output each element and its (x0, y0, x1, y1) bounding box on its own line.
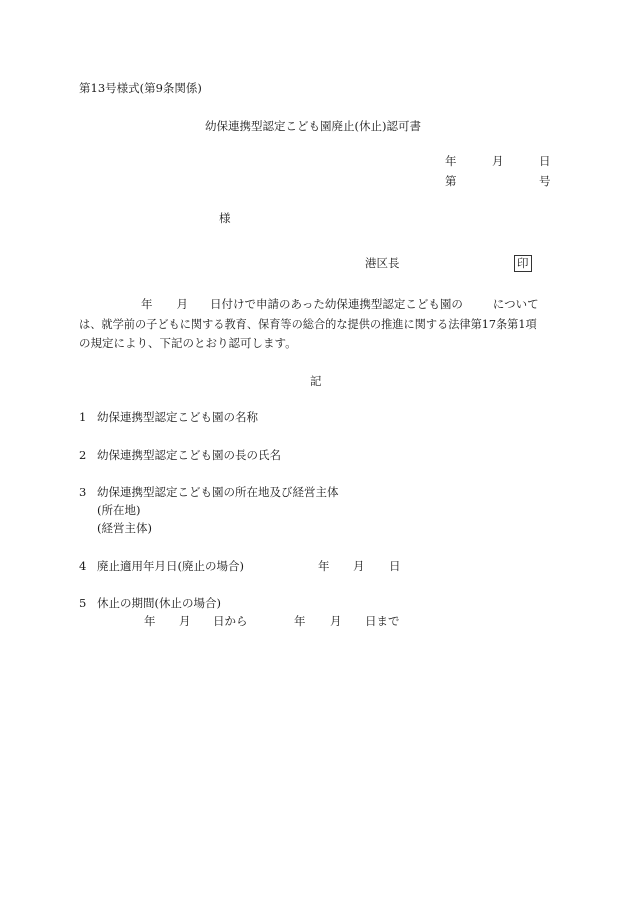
body-month: 月 (176, 297, 188, 311)
item-5-to-day: 日まで (365, 614, 400, 628)
item-5-label: 休止の期間(休止の場合) (97, 596, 221, 610)
form-label: 第13号様式(第9条関係) (79, 81, 202, 95)
item-5-number: 5 (79, 596, 87, 610)
item-4-day: 日 (389, 559, 401, 573)
item-3-operator: (経営主体) (97, 521, 152, 535)
header-month: 月 (492, 154, 504, 168)
body-line-1-text: 日付けで申請のあった幼保連携型認定こども園の (210, 297, 463, 311)
body-line-3: の規定により、下記のとおり認可します。 (79, 336, 297, 350)
item-3-location: (所在地) (97, 503, 141, 517)
header-number-prefix: 第 (445, 174, 457, 188)
header-number-suffix: 号 (539, 174, 551, 188)
body-line-1 (79, 295, 550, 315)
addressee-suffix: 様 (219, 211, 231, 225)
body-paragraph (79, 295, 550, 354)
item-2-number: 2 (79, 448, 87, 462)
item-4-label: 廃止適用年月日(廃止の場合) (97, 559, 244, 573)
ki-heading: 記 (310, 374, 322, 388)
item-5-from-month: 月 (179, 614, 191, 628)
item-3-label: 幼保連携型認定こども園の所在地及び経営主体 (97, 485, 339, 499)
item-5-to-month: 月 (330, 614, 342, 628)
body-year: 年 (141, 297, 153, 311)
item-4-year: 年 (318, 559, 330, 573)
header-day: 日 (539, 154, 551, 168)
document-title: 幼保連携型認定こども園廃止(休止)認可書 (205, 119, 421, 133)
issuer-name: 港区長 (365, 256, 400, 270)
item-4-number: 4 (79, 559, 87, 573)
body-line-1-tail: について (492, 297, 539, 311)
header-year: 年 (445, 154, 457, 168)
seal-mark: 印 (514, 255, 532, 272)
item-5-from-year: 年 (144, 614, 156, 628)
item-5-to-year: 年 (294, 614, 306, 628)
body-line-2: は、就学前の子どもに関する教育、保育等の総合的な提供の推進に関する法律第17条第1項 (79, 317, 537, 331)
issuer-seal (514, 255, 532, 272)
item-5-from-day: 日から (213, 614, 248, 628)
item-2-label: 幼保連携型認定こども園の長の氏名 (97, 448, 281, 462)
item-4-month: 月 (353, 559, 365, 573)
item-1-label: 幼保連携型認定こども園の名称 (97, 410, 258, 424)
item-1-number: 1 (79, 410, 87, 424)
item-3-number: 3 (79, 485, 87, 499)
